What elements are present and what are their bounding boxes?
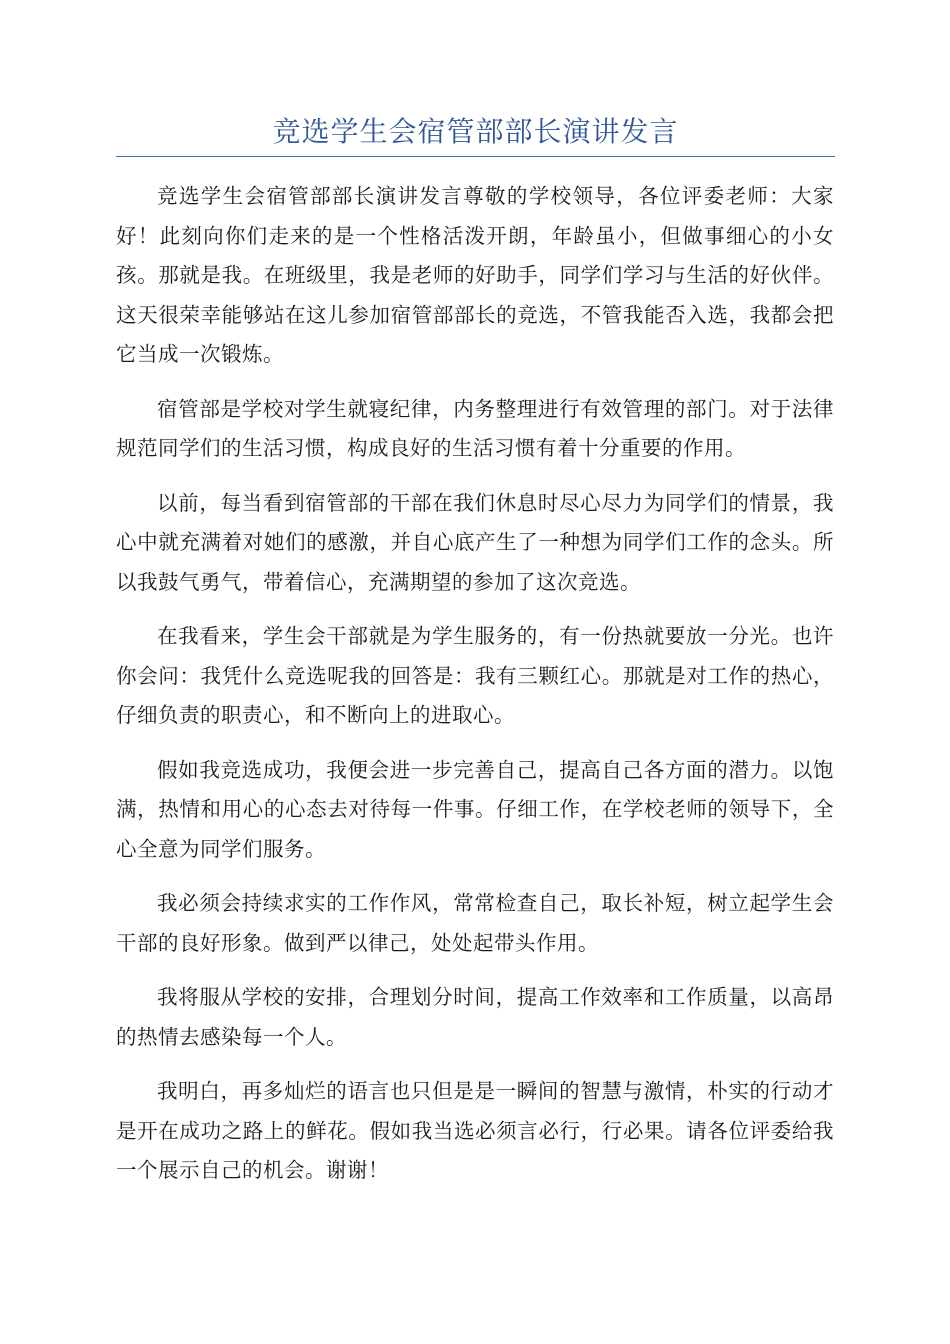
paragraph-7: 我将服从学校的安排，合理划分时间，提高工作效率和工作质量，以高昂的热情去感染每一个人。 — [116, 985, 834, 1049]
title-section — [116, 112, 835, 157]
document-body — [116, 177, 834, 1206]
paragraph-3: 以前，每当看到宿管部的干部在我们休息时尽心尽力为同学们的情景，我心中就充满着对她们的感激，并自心底产生了一种想为同学们工作的念头。所以我鼓气勇气，带着信心，充满期望的参加了这次竞选。 — [116, 490, 834, 594]
paragraph-6: 我必须会持续求实的工作作风，常常检查自己，取长补短，树立起学生会干部的良好形象。做到严以律己，处处起带头作用。 — [116, 891, 834, 955]
paragraph-1: 竞选学生会宿管部部长演讲发言尊敬的学校领导，各位评委老师：大家好！此刻向你们走来的是一个性格活泼开朗，年龄虽小，但做事细心的小女孩。那就是我。在班级里，我是老师的好助手，同学们学习与生活的好伙伴。这天很荣幸能够站在这儿参加宿管部部长的竞选，不管我能否入选，我都会把它当成一次锻炼。 — [116, 184, 834, 366]
paragraph-5: 假如我竞选成功，我便会进一步完善自己，提高自己各方面的潜力。以饱满，热情和用心的心态去对待每一件事。仔细工作，在学校老师的领导下，全心全意为同学们服务。 — [116, 757, 834, 861]
document-title: 竞选学生会宿管部部长演讲发言 — [272, 115, 679, 148]
paragraph-2: 宿管部是学校对学生就寝纪律，内务整理进行有效管理的部门。对于法律规范同学们的生活习惯，构成良好的生活习惯有着十分重要的作用。 — [116, 396, 834, 460]
paragraph-4: 在我看来，学生会干部就是为学生服务的，有一份热就要放一分光。也许你会问：我凭什么竞选呢我的回答是：我有三颗红心。那就是对工作的热心，仔细负责的职责心，和不断向上的进取心。 — [116, 624, 834, 727]
paragraph-8: 我明白，再多灿烂的语言也只但是是一瞬间的智慧与激情，朴实的行动才是开在成功之路上的鲜花。假如我当选必须言必行，行必果。请各位评委给我一个展示自己的机会。谢谢！ — [116, 1079, 834, 1182]
